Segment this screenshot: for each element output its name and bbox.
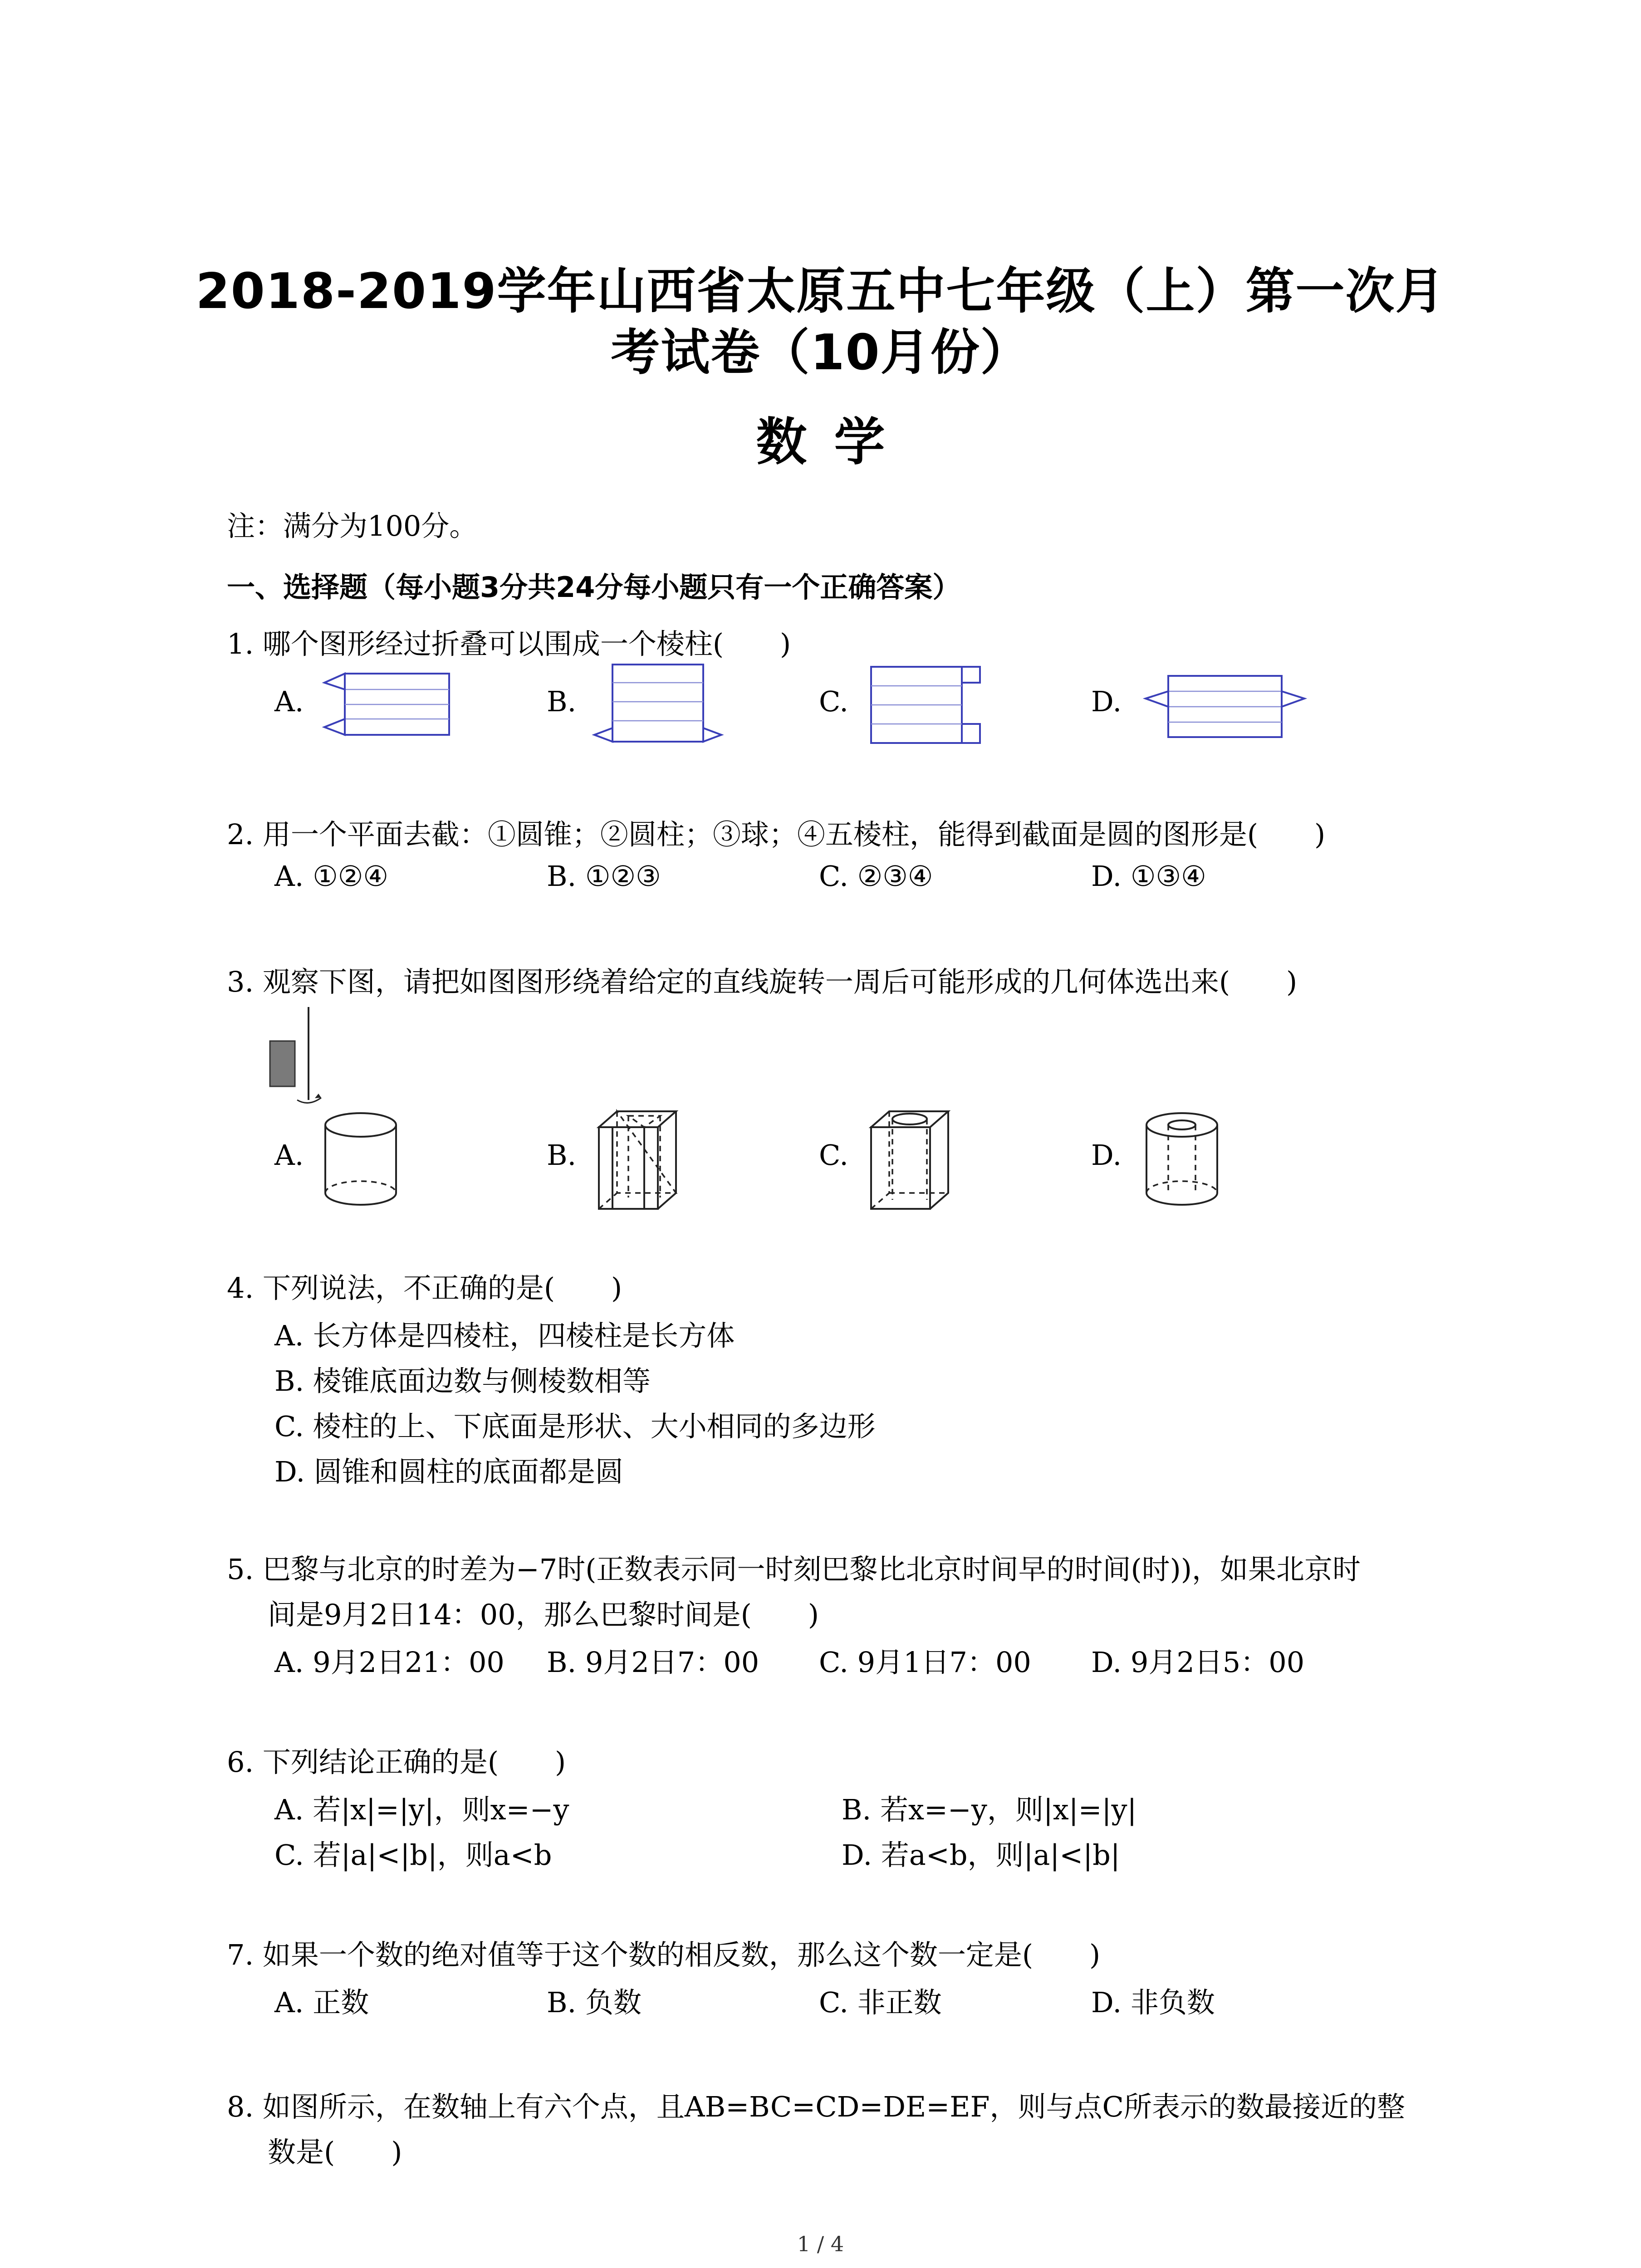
q1-label-c: C. xyxy=(819,685,848,718)
q4-option-d: D. 圆锥和圆柱的底面都是圆 xyxy=(274,1455,623,1488)
question-4-stem: 4. 下列说法，不正确的是( ) xyxy=(227,1271,622,1305)
q5-option-a: A. 9月2日21：00 xyxy=(274,1646,505,1679)
q1-label-b: B. xyxy=(547,685,577,718)
page-number: 1 / 4 xyxy=(797,2232,844,2256)
q2-option-a: A. ①②④ xyxy=(274,860,388,893)
q1-net-figure-c xyxy=(867,662,994,748)
q4-option-a: A. 长方体是四棱柱，四棱柱是长方体 xyxy=(274,1319,735,1352)
q3-solid-hollow-prism-b xyxy=(594,1107,685,1220)
q7-option-c: C. 非正数 xyxy=(819,1986,942,2019)
question-5-stem-line2: 间是9月2日14：00，那么巴黎时间是( ) xyxy=(268,1598,819,1631)
q6-option-a: A. 若|x|=|y|，则x=−y xyxy=(274,1793,569,1826)
q3-label-a: A. xyxy=(274,1139,304,1172)
q3-solid-cylinder xyxy=(318,1107,404,1216)
question-3-stem: 3. 观察下图，请把如图图形绕着给定的直线旋转一周后可能形成的几何体选出来( ) xyxy=(227,965,1298,998)
q4-option-c: C. 棱柱的上、下底面是形状、大小相同的多边形 xyxy=(274,1410,876,1443)
question-1-stem: 1. 哪个图形经过折叠可以围成一个棱柱( ) xyxy=(227,627,791,660)
q1-net-figure-b xyxy=(590,660,726,751)
q6-option-d: D. 若a<b，则|a|<|b| xyxy=(842,1838,1120,1872)
q6-option-b: B. 若x=−y，则|x|=|y| xyxy=(842,1793,1137,1826)
exam-title-line1: 2018-2019学年山西省太原五中七年级（上）第一次月 xyxy=(196,263,1445,320)
q7-option-d: D. 非负数 xyxy=(1091,1986,1215,2019)
question-8-stem-line1: 8. 如图所示，在数轴上有六个点，且AB=BC=CD=DE=EF，则与点C所表示的数最接近的整 xyxy=(227,2090,1405,2123)
q3-label-d: D. xyxy=(1091,1139,1122,1172)
q3-label-c: C. xyxy=(819,1139,848,1172)
q1-net-figure-d xyxy=(1139,671,1311,744)
q4-option-b: B. 棱锥底面边数与侧棱数相等 xyxy=(274,1364,651,1398)
question-6-stem: 6. 下列结论正确的是( ) xyxy=(227,1745,566,1779)
q2-option-b: B. ①②③ xyxy=(547,860,661,893)
q1-label-a: A. xyxy=(274,685,304,718)
question-5-stem-line1: 5. 巴黎与北京的时差为−7时(正数表示同一时刻巴黎比北京时间早的时间(时))，如果北京时 xyxy=(227,1553,1361,1586)
question-8-stem-line2: 数是( ) xyxy=(268,2136,402,2169)
exam-title-line2: 考试卷（10月份） xyxy=(611,324,1030,381)
q6-option-c: C. 若|a|<|b|，则a<b xyxy=(274,1838,552,1872)
q5-option-c: C. 9月1日7：00 xyxy=(819,1646,1031,1679)
q1-label-d: D. xyxy=(1091,685,1122,718)
q5-option-b: B. 9月2日7：00 xyxy=(547,1646,759,1679)
q7-option-a: A. 正数 xyxy=(274,1986,369,2019)
q5-option-d: D. 9月2日5：00 xyxy=(1091,1646,1305,1679)
score-note: 注：满分为100分。 xyxy=(227,509,478,543)
subject-heading: 数学 xyxy=(756,413,912,472)
section-heading: 一、选择题（每小题3分共24分每小题只有一个正确答案） xyxy=(227,571,961,604)
q2-option-d: D. ①③④ xyxy=(1091,860,1206,893)
q3-label-b: B. xyxy=(547,1139,577,1172)
question-7-stem: 7. 如果一个数的绝对值等于这个数的相反数，那么这个数一定是( ) xyxy=(227,1938,1101,1971)
q3-solid-hollow-prism-c xyxy=(867,1107,957,1220)
q3-solid-hollow-cylinder-d xyxy=(1139,1107,1225,1216)
q7-option-b: B. 负数 xyxy=(547,1986,642,2019)
q2-option-c: C. ②③④ xyxy=(819,860,933,893)
rotation-figure xyxy=(268,1005,340,1109)
q1-net-figure-a xyxy=(318,669,454,751)
question-2-stem: 2. 用一个平面去截：①圆锥；②圆柱；③球；④五棱柱，能得到截面是圆的图形是( ) xyxy=(227,818,1326,851)
